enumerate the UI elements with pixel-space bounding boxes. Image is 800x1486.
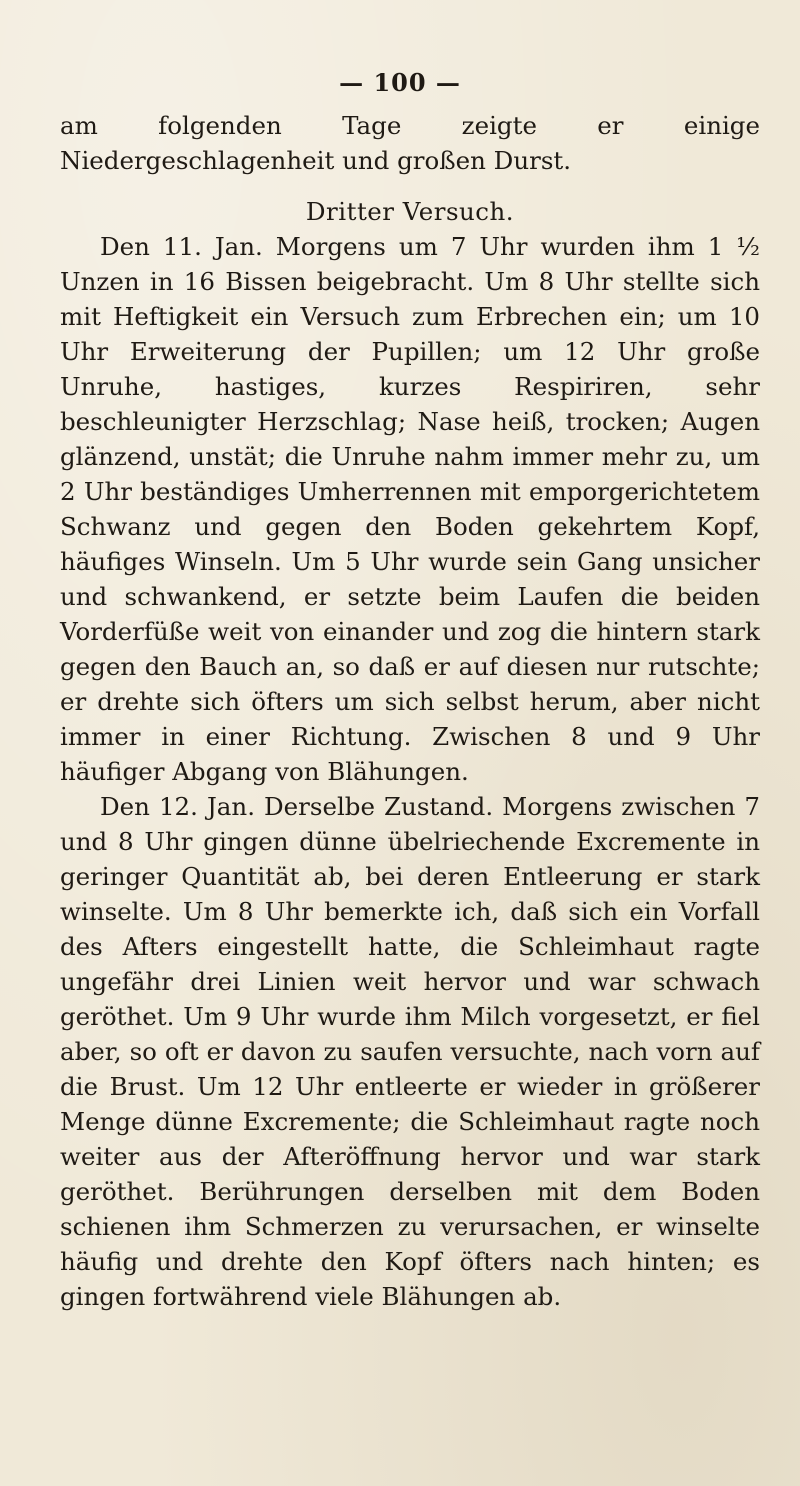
section-title: Dritter Versuch. bbox=[305, 197, 515, 226]
page-number-header: — 100 — bbox=[339, 68, 461, 97]
paragraph-jan-12: Den 12. Jan. Derselbe Zustand. Morgens zwischen 7 und 8 Uhr gingen dünne übelriechende Excremente in geringer Quantität ab, bei deren Entleerung er stark winselte. Um 8 Uhr bemerkte ich, daß sich ein Vorfall des Afters eingestellt hatte, die Schleimhaut ragte ungefähr drei Linien weit hervor und war schwach geröthet. Um 9 Uhr wurde ihm Milch vorgesetzt, er fiel aber, so oft er davon zu saufen versuchte, nach vorn auf die Brust. Um 12 Uhr entleerte er wieder in größerer Menge dünne Excremente; die Schleimhaut ragte noch weiter aus der Afteröffnung hervor und war stark geröthet. Berührungen derselben mit dem Boden schienen ihm Schmerzen zu verursachen, er winselte häufig und drehte den Kopf öfters nach hinten; es gingen fortwährend viele Blähungen ab. bbox=[60, 792, 760, 1311]
paragraph-jan-11: Den 11. Jan. Morgens um 7 Uhr wurden ihm 1 ½ Unzen in 16 Bissen beigebracht. Um 8 Uhr stellte sich mit Heftigkeit ein Versuch zum Erbrechen ein; um 10 Uhr Erweiterung der Pupillen; um 12 Uhr große Unruhe, hastiges, kurzes Respiriren, sehr beschleunigter Herzschlag; Nase heiß, trocken; Augen glänzend, unstät; die Unruhe nahm immer mehr zu, um 2 Uhr beständiges Umherrennen mit emporgerichtetem Schwanz und gegen den Boden gekehrtem Kopf, häufiges Winseln. Um 5 Uhr wurde sein Gang unsicher und schwankend, er setzte beim Laufen die beiden Vorderfüße weit von einander und zog die hintern stark gegen den Bauch an, so daß er auf diesen nur rutschte; er drehte sich öfters um sich selbst herum, aber nicht immer in einer Richtung. Zwischen 8 und 9 Uhr häufiger Abgang von Blähungen. bbox=[60, 232, 760, 786]
body-text bbox=[60, 108, 760, 1314]
continuation-paragraph: am folgenden Tage zeigte er einige Niedergeschlagenheit und großen Durst. bbox=[60, 111, 760, 175]
